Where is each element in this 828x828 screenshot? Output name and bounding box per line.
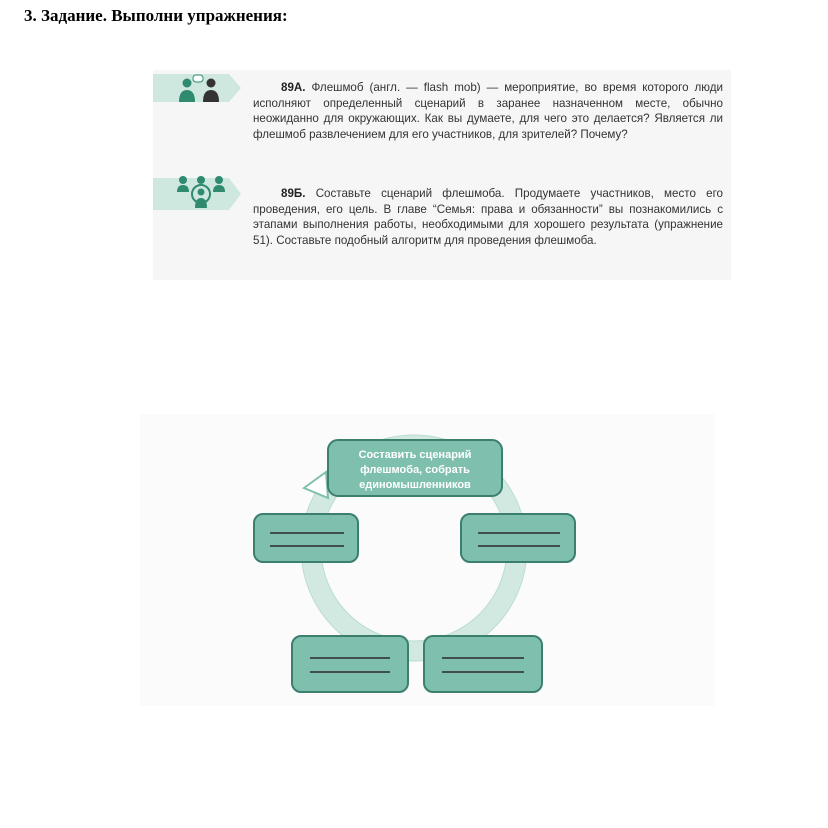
group-work-icon — [153, 172, 253, 217]
step-box-top — [328, 440, 502, 496]
step-box-bottom-left-blank — [292, 636, 408, 692]
flashmob-cycle-diagram — [140, 414, 715, 706]
exercise-89a-text: Флешмоб (англ. — flash mob) — мероприятие, во время которого люди исполняют определенный сценарий в заранее назначенном месте, обычно неожиданно для окружающих. Как вы думаете, для чего это делается? Является ли флешмоб развлечением для его участников, для зрителей? Почему? — [253, 81, 723, 141]
step-box-bottom-right-blank — [424, 636, 542, 692]
exercise-89a-number: 89А. — [281, 81, 306, 94]
exercise-89b-text: Составьте сценарий флешмоба. Продумаете участников, место его проведения, его цель. В главе “Семья: права и обязанности” вы познакомились с этапами выполнения работы, необходимыми для хорошего результата (упражнение 51). Составьте подобный алгоритм для проведения флешмоба. — [253, 187, 723, 247]
exercise-89a — [253, 80, 723, 142]
exercise-89b-number: 89Б. — [281, 187, 306, 200]
discussion-icon — [153, 72, 253, 109]
exercise-89b — [253, 186, 723, 248]
step-top-line-2: флешмоба, собрать — [360, 464, 470, 476]
step-box-right-blank — [461, 514, 575, 562]
step-top-line-1: Составить сценарий — [358, 449, 472, 461]
step-box-left-blank — [254, 514, 358, 562]
step-top-line-3: единомышленников — [359, 479, 471, 491]
task-heading: 3. Задание. Выполни упражнения: — [24, 6, 288, 25]
